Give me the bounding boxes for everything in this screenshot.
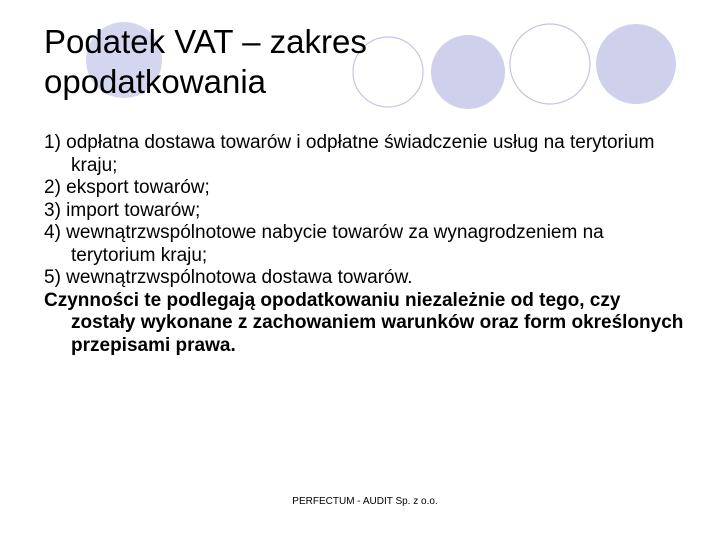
list-item: 2) eksport towarów; (44, 177, 210, 198)
decorative-circle (596, 24, 676, 104)
list-item: 1) odpłatna dostawa towarów i odpłatne świadczenie usług na terytorium kraju; (44, 132, 655, 176)
slide-title: Podatek VAT – zakres opodatkowania (44, 23, 367, 100)
list-item: 4) wewnątrzwspólnotowe nabycie towarów za wynagrodzeniem na terytorium kraju; (44, 222, 604, 266)
list-item: 3) import towarów; (44, 199, 201, 221)
summary-note: Czynności te podlegają opodatkowaniu niezależnie od tego, czy zostały wykonane z zachowaniem warunków oraz form określonych przepisami prawa. (44, 289, 684, 356)
list-item: 5) wewnątrzwspólnotowa dostawa towarów. (44, 267, 413, 288)
decorative-circle (510, 24, 590, 104)
footer-company: PERFECTUM - AUDIT Sp. z o.o. (292, 496, 438, 507)
content-list (44, 132, 684, 357)
